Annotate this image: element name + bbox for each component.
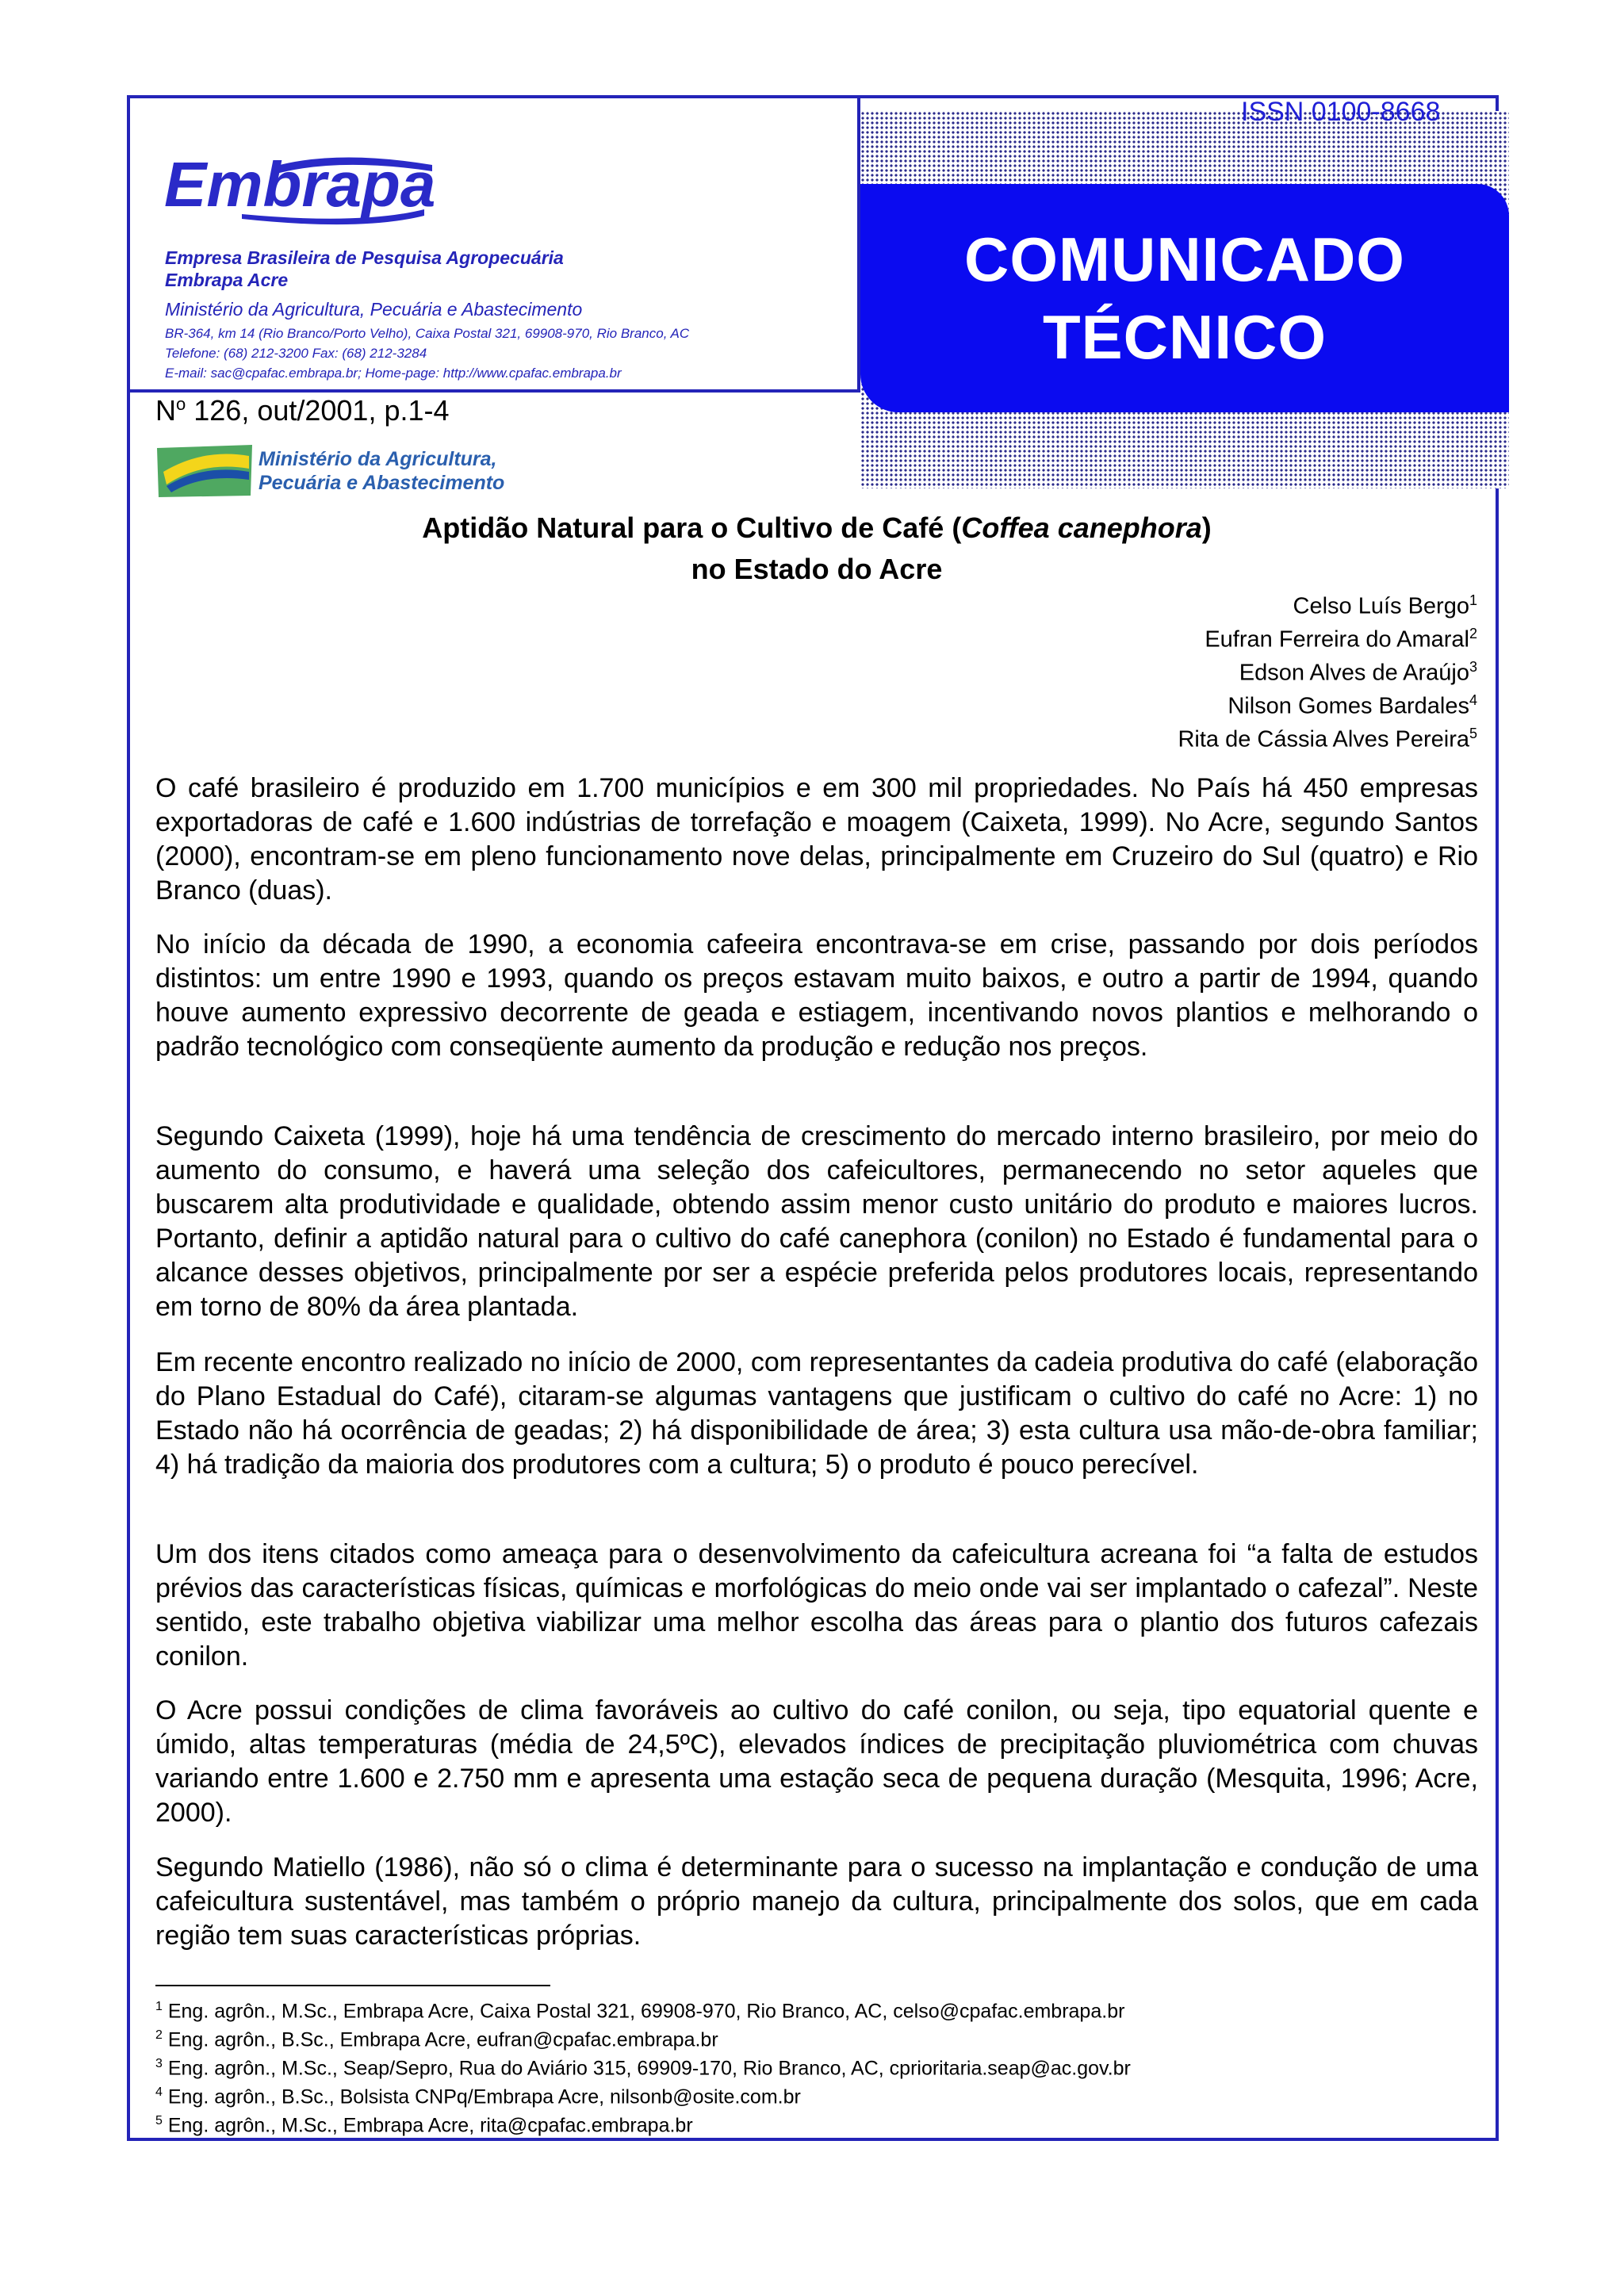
footnote: $^5$ Eng. agrôn., M.Sc., Embrapa Acre, rita@cpafac.embrapa.br bbox=[155, 2114, 693, 2137]
footnote: $^1$ Eng. agrôn., M.Sc., Embrapa Acre, Caixa Postal 321, 69908-970, Rio Branco, AC, celso@cpafac.embrapa.br bbox=[155, 2000, 1125, 2023]
body-paragraph: O café brasileiro é produzido em 1.700 municípios e em 300 mil propriedades. No País há 450 empresas exportadoras de café e 1.600 indústrias de torrefação e moagem (Caixeta, 1999). No Acre, segundo Santos (2000), encontram-se em pleno funcionamento nove delas, principalmente em Cruzeiro do Sul (quatro) e Rio Branco (duas). bbox=[155, 773, 1478, 906]
phones: Telefone: (68) 212-3200 Fax: (68) 212-3284 bbox=[165, 346, 427, 361]
contact: E-mail: sac@cpafac.embrapa.br; Home-page: http://www.cpafac.embrapa.br bbox=[165, 366, 622, 381]
author: Edson Alves de Araújo$^3$ bbox=[1239, 659, 1477, 686]
comunicado-banner bbox=[860, 184, 1509, 412]
article-title: Aptidão Natural para o Cultivo de Café (Coffea canephora) bbox=[422, 511, 1212, 544]
body-paragraph: Um dos itens citados como ameaça para o desenvolvimento da cafeicultura acreana foi “a falta de estudos prévios das características físicas, químicas e morfológicas do meio onde vai ser implantado o cafezal”. Neste sentido, este trabalho objetiva viabilizar uma melhor escolha das áreas para o plantio dos futuros cafezais conilon. bbox=[155, 1539, 1478, 1672]
footnote: $^2$ Eng. agrôn., B.Sc., Embrapa Acre, eufran@cpafac.embrapa.br bbox=[155, 2028, 718, 2051]
ministry-logo-line-1: Ministério da Agricultura, bbox=[259, 448, 497, 470]
logo-wordmark: Embrapa bbox=[164, 149, 436, 220]
footnote-separator bbox=[155, 1985, 550, 1986]
body-paragraph: O Acre possui condições de clima favoráveis ao cultivo do café conilon, ou seja, tipo equatorial quente e úmido, altas temperaturas (média de 24,5ºC), elevados índices de precipitação pluviométrica com chuvas variando entre 1.600 e 2.750 mm e apresenta uma estação seca de pequena duração (Mesquita, 1996; Acre, 2000). bbox=[155, 1695, 1478, 1828]
body-paragraph: Em recente encontro realizado no início de 2000, com representantes da cadeia produtiva do café (elaboração do Plano Estadual do Café), citaram-se algumas vantagens que justificam o cultivo do café no Acre: 1) no Estado não há ocorrência de geadas; 2) há disponibilidade de área; 3) esta cultura usa mão-de-obra familiar; 4) há tradição da maioria dos produtores com a cultura; 5) o produto é pouco perecível. bbox=[155, 1347, 1478, 1480]
unit-name: Embrapa Acre bbox=[165, 270, 289, 290]
issn: ISSN 0100-8668 bbox=[1241, 97, 1441, 127]
author: Rita de Cássia Alves Pereira$^5$ bbox=[1178, 726, 1477, 753]
author: Nilson Gomes Bardales$^4$ bbox=[1228, 692, 1477, 719]
ministry-name: Ministério da Agricultura, Pecuária e Abastecimento bbox=[165, 299, 583, 320]
body-paragraph: Segundo Caixeta (1999), hoje há uma tendência de crescimento do mercado interno brasileiro, por meio do aumento do consumo, e haverá uma seleção dos cafeicultores, permanecendo no setor aqueles que buscarem alta produtividade e qualidade, obtendo assim menor custo unitário do produto e maiores lucros. Portanto, definir a aptidão natural para o cultivo do café canephora (conilon) no Estado é fundamental para o alcance desses objetivos, principalmente por ser a espécie preferida pelos produtores locais, representando em torno de 80% da área plantada. bbox=[155, 1121, 1478, 1322]
ministry-logo-line-2: Pecuária e Abastecimento bbox=[259, 472, 505, 494]
article-title-line-2: no Estado do Acre bbox=[691, 553, 943, 585]
body-paragraph: Segundo Matiello (1986), não só o clima é determinante para o sucesso na implantação e condução de uma cafeicultura sustentável, mas também o próprio manejo da cultura, principalmente dos solos, que em cada região tem suas características próprias. bbox=[155, 1852, 1478, 1951]
footnote: $^3$ Eng. agrôn., M.Sc., Seap/Sepro, Rua do Aviário 315, 69909-170, Rio Branco, AC, cprioritaria.seap@ac.gov.br bbox=[155, 2057, 1131, 2080]
author: Eufran Ferreira do Amaral$^2$ bbox=[1205, 626, 1477, 653]
org-name: Empresa Brasileira de Pesquisa Agropecuária bbox=[165, 247, 564, 268]
issue-info: $N^o$ 126, out/2001, p.1-4 bbox=[155, 394, 450, 427]
banner-line-2: TÉCNICO bbox=[1043, 302, 1327, 372]
address: BR-364, km 14 (Rio Branco/Porto Velho), Caixa Postal 321, 69908-970, Rio Branco, AC bbox=[165, 326, 690, 341]
footnote: $^4$ Eng. agrôn., B.Sc., Bolsista CNPq/Embrapa Acre, nilsonb@osite.com.br bbox=[155, 2085, 801, 2108]
body-paragraph: No início da década de 1990, a economia cafeeira encontrava-se em crise, passando por dois períodos distintos: um entre 1990 e 1993, quando os preços estavam muito baixos, e outro a partir de 1994, quando houve aumento expressivo decorrente de geada e estiagem, incentivando novos plantios e melhorando o padrão tecnológico com conseqüente aumento da produção e redução nos preços. bbox=[155, 929, 1478, 1062]
embrapa-logo bbox=[163, 143, 448, 230]
author: Celso Luís Bergo$^1$ bbox=[1293, 592, 1477, 619]
banner-line-1: COMUNICADO bbox=[964, 224, 1405, 294]
ministry-logo bbox=[155, 440, 536, 500]
